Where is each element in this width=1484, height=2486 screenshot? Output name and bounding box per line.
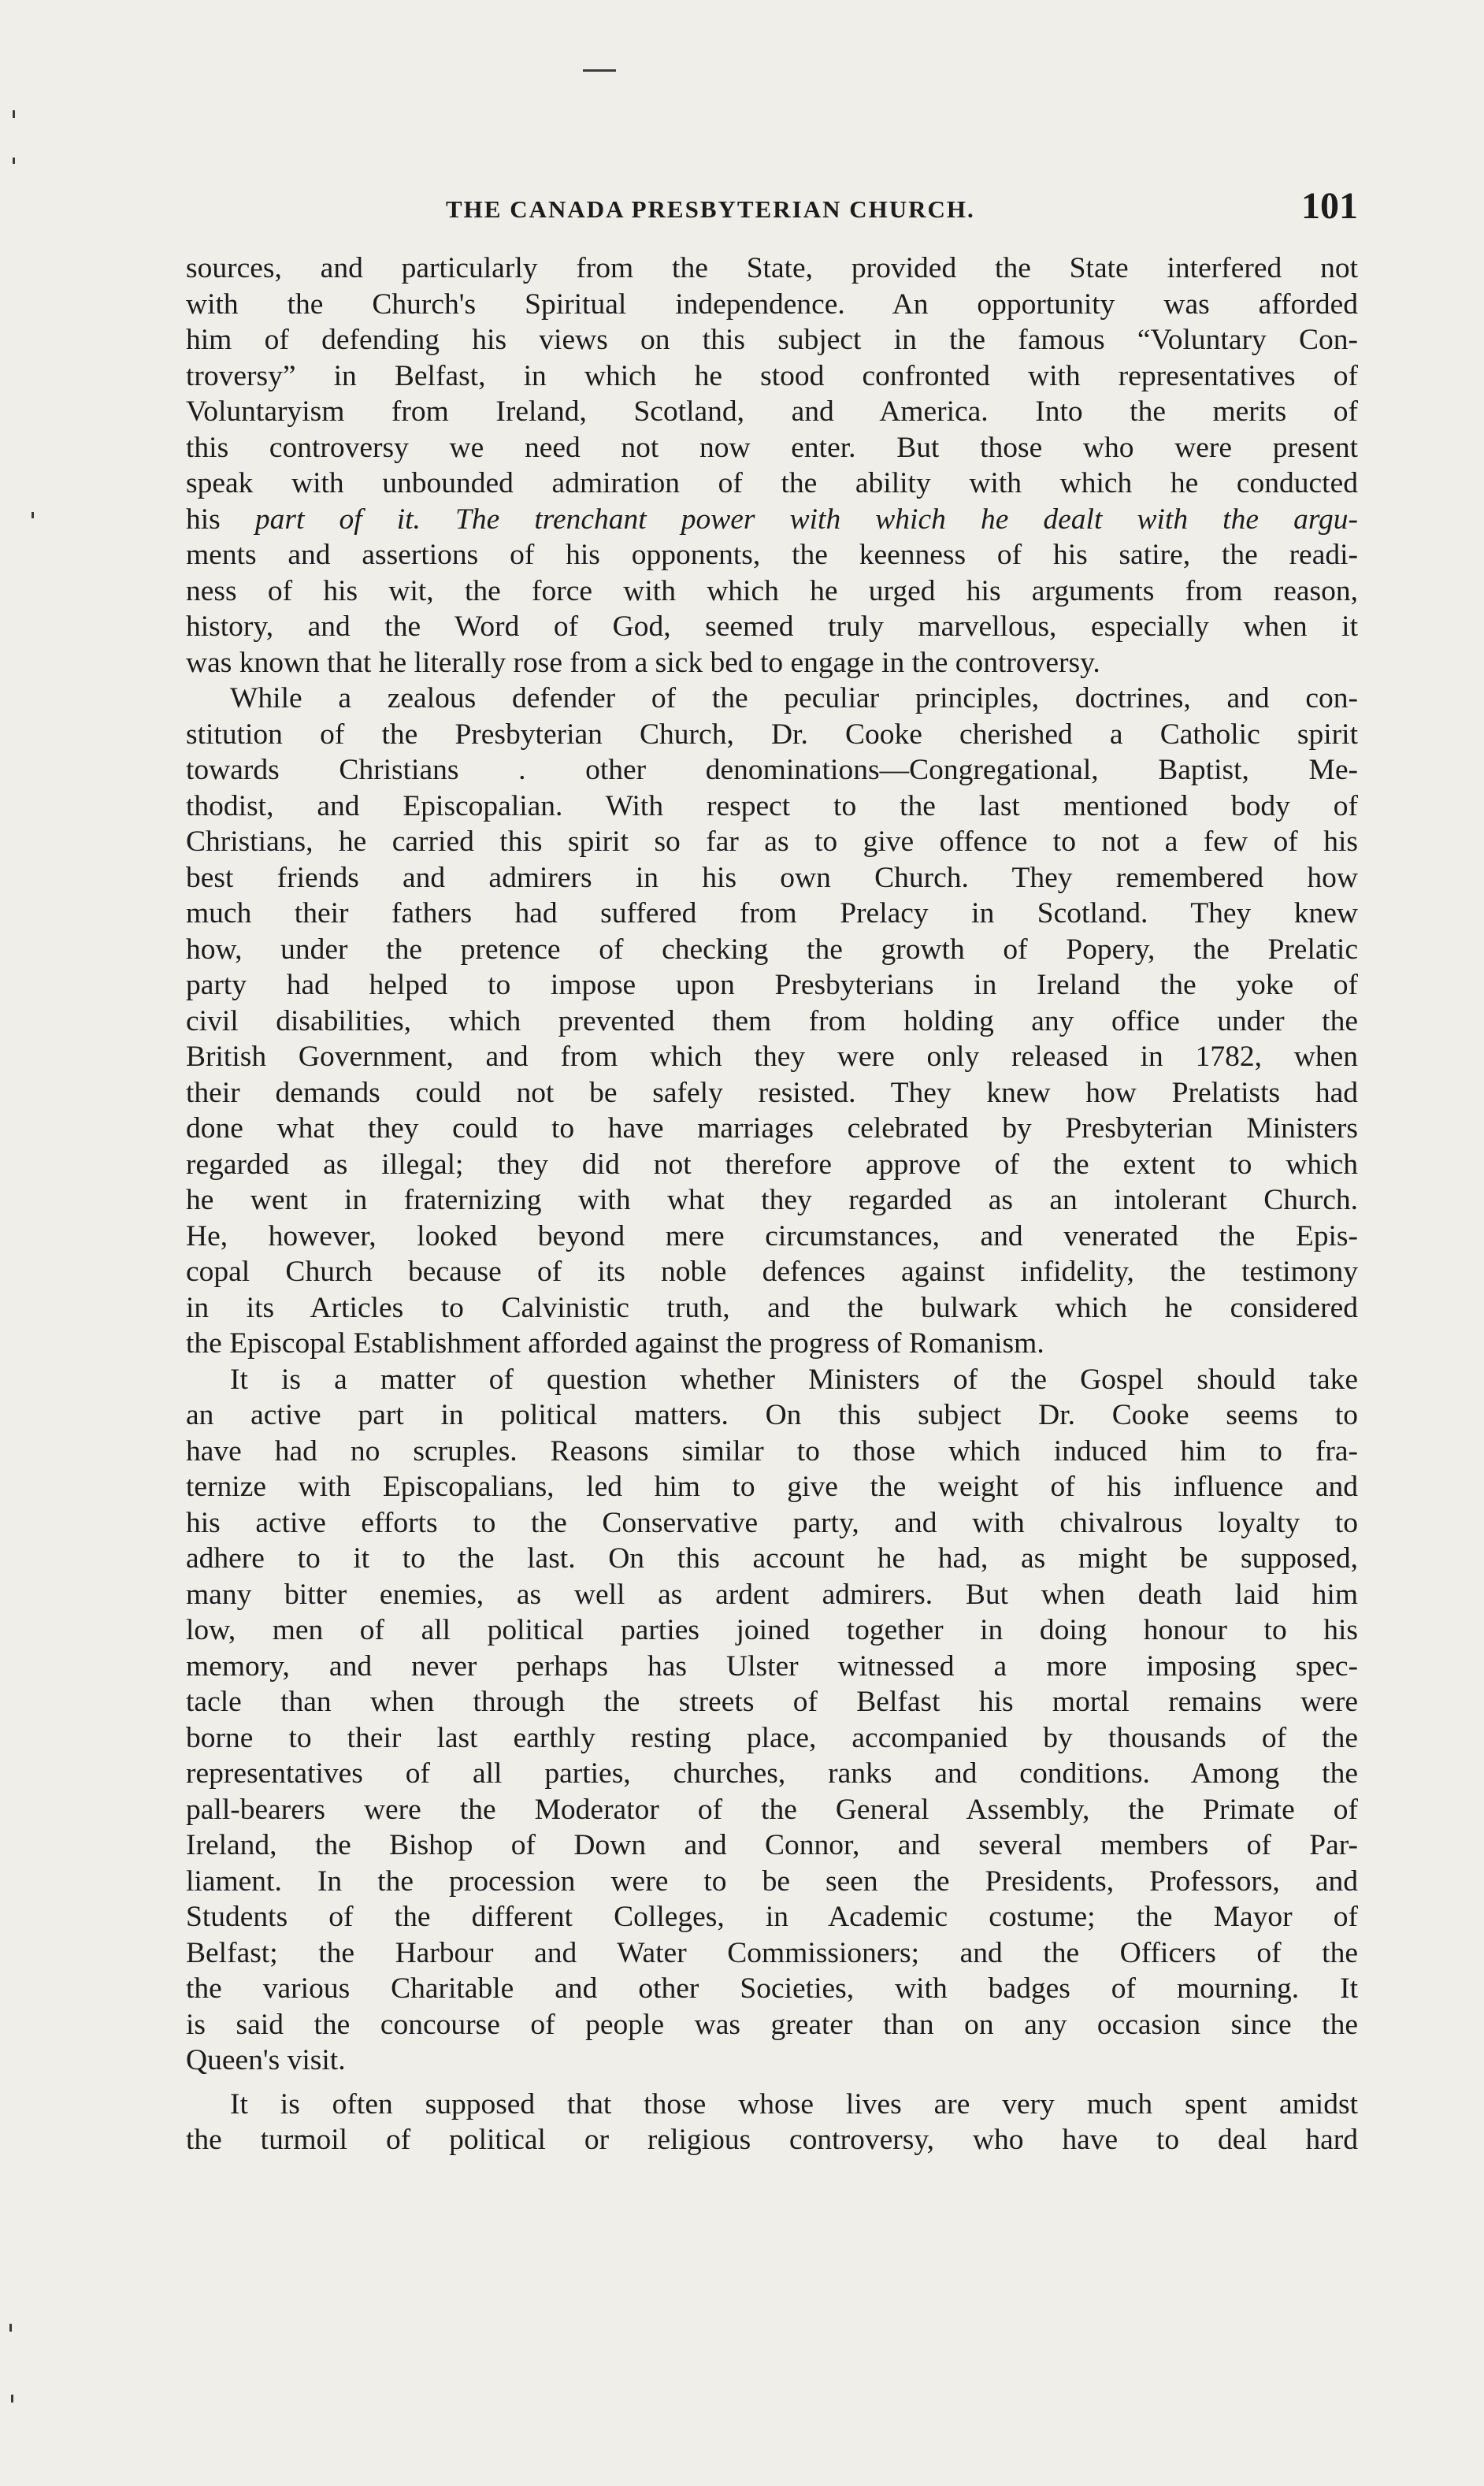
text-line: the Episcopal Establishment afforded against the progress of Romanism. (186, 1327, 1044, 1360)
text-line: sources, and particularly from the State, provided the State interfered not (186, 252, 1358, 284)
text-line: is said the concourse of people was greater than on any occasion since the (186, 2008, 1358, 2041)
text-line: his active efforts to the Conservative party, and with chivalrous loyalty to (186, 1506, 1358, 1539)
text-line: the various Charitable and other Societies, with badges of mourning. It (186, 1972, 1358, 2005)
text-line: speak with unbounded admiration of the ability with which he conducted (186, 467, 1358, 499)
text-line: tacle than when through the streets of Belfast his mortal remains were (186, 1686, 1358, 1718)
scan-mark (9, 2324, 12, 2332)
page-number: 101 (1301, 185, 1358, 227)
text-line: Voluntaryism from Ireland, Scotland, and America. Into the merits of (186, 395, 1358, 428)
text-line: how, under the pretence of checking the growth of Popery, the Prelatic (186, 933, 1358, 966)
text-line: history, and the Word of God, seemed truly marvellous, especially when it (186, 610, 1358, 643)
text-line: this controversy we need not now enter. But those who were present (186, 431, 1358, 464)
text-line: Students of the different Colleges, in Academic costume; the Mayor of (186, 1901, 1358, 1933)
italic-phrase: part of it. The trenchant power with which he dealt with the argu- (254, 503, 1359, 536)
text-line: While a zealous defender of the peculiar principles, doctrines, and con- (230, 682, 1358, 714)
text-line: troversy” in Belfast, in which he stood confronted with representatives of (186, 359, 1358, 392)
page-header (186, 185, 1358, 236)
text-line: ments and assertions of his opponents, the keenness of his satire, the readi- (186, 539, 1358, 571)
text-line: in its Articles to Calvinistic truth, and the bulwark which he considered (186, 1291, 1358, 1324)
text-line: his part of it. The trenchant power with which he dealt with the argu- (186, 503, 1359, 536)
scan-mark (13, 158, 15, 164)
text-line: party had helped to impose upon Presbyterians in Ireland the yoke of (186, 969, 1358, 1001)
text-line: He, however, looked beyond mere circumstances, and venerated the Epis- (186, 1219, 1358, 1252)
text-line: stitution of the Presbyterian Church, Dr. Cooke cherished a Catholic spirit (186, 718, 1358, 751)
text-line: memory, and never perhaps has Ulster witnessed a more imposing spec- (186, 1649, 1358, 1683)
text-line: the turmoil of political or religious controversy, who have to deal hard (186, 2124, 1358, 2156)
text-line: towards Christians . other denominations—Congregational, Baptist, Me- (186, 754, 1358, 786)
text-line: he went in fraternizing with what they regarded as an intolerant Church. (186, 1184, 1358, 1216)
text-line: representatives of all parties, churches, ranks and conditions. Among the (186, 1757, 1358, 1790)
text-line: borne to their last earthly resting place, accompanied by thousands of the (186, 1721, 1358, 1754)
text-line: an active part in political matters. On this subject Dr. Cooke seems to (186, 1399, 1358, 1431)
text-line: Belfast; the Harbour and Water Commissioners; and the Officers of the (186, 1936, 1358, 1969)
text-line: adhere to it to the last. On this account he had, as might be supposed, (186, 1542, 1358, 1575)
text-line: low, men of all political parties joined together in doing honour to his (186, 1614, 1358, 1646)
text-line: best friends and admirers in his own Church. They remembered how (186, 861, 1358, 894)
text-line: Ireland, the Bishop of Down and Connor, and several members of Par- (186, 1829, 1358, 1861)
scan-mark (32, 512, 34, 518)
text-line: thodist, and Episcopalian. With respect to the last mentioned body of (186, 789, 1358, 822)
text-line: copal Church because of its noble defences against infidelity, the testimony (186, 1256, 1358, 1288)
text-line: with the Church's Spiritual independence. An opportunity was afforded (186, 288, 1358, 321)
text-line: done what they could to have marriages celebrated by Presbyterian Ministers (186, 1112, 1358, 1145)
text-line: British Government, and from which they were only released in 1782, when (186, 1041, 1358, 1073)
body-text (186, 250, 1358, 2158)
scan-mark (13, 110, 15, 118)
text-line: It is often supposed that those whose lives are very much spent amidst (230, 2087, 1358, 2121)
text-line: him of defending his views on this subject in the famous “Voluntary Con- (186, 324, 1358, 356)
text-line: ternize with Episcopalians, led him to give the weight of his influence and (186, 1471, 1358, 1503)
text-line: ness of his wit, the force with which he urged his arguments from reason, (186, 574, 1358, 607)
text-line: liament. In the procession were to be seen the Presidents, Professors, and (186, 1864, 1358, 1898)
scan-mark (583, 69, 616, 72)
text-line: civil disabilities, which prevented them from holding any office under the (186, 1004, 1358, 1037)
running-title: THE CANADA PRESBYTERIAN CHURCH. (446, 195, 975, 223)
text-line: regarded as illegal; they did not therefore approve of the extent to which (186, 1148, 1358, 1181)
text-line: much their fathers had suffered from Prelacy in Scotland. They knew (186, 897, 1358, 929)
text-line: have had no scruples. Reasons similar to those which induced him to fra- (186, 1434, 1358, 1467)
text-line: It is a matter of question whether Ministers of the Gospel should take (230, 1363, 1358, 1396)
text-line: many bitter enemies, as well as ardent admirers. But when death laid him (186, 1578, 1358, 1611)
text-line: pall-bearers were the Moderator of the General Assembly, the Primate of (186, 1793, 1358, 1826)
text-line: Queen's visit. (186, 2044, 346, 2076)
text-line: Christians, he carried this spirit so far as to give offence to not a few of his (186, 826, 1358, 858)
text-line: was known that he literally rose from a sick bed to engage in the controversy. (186, 646, 1100, 679)
text-line: their demands could not be safely resisted. They knew how Prelatists had (186, 1076, 1358, 1109)
scan-mark (11, 2395, 13, 2403)
